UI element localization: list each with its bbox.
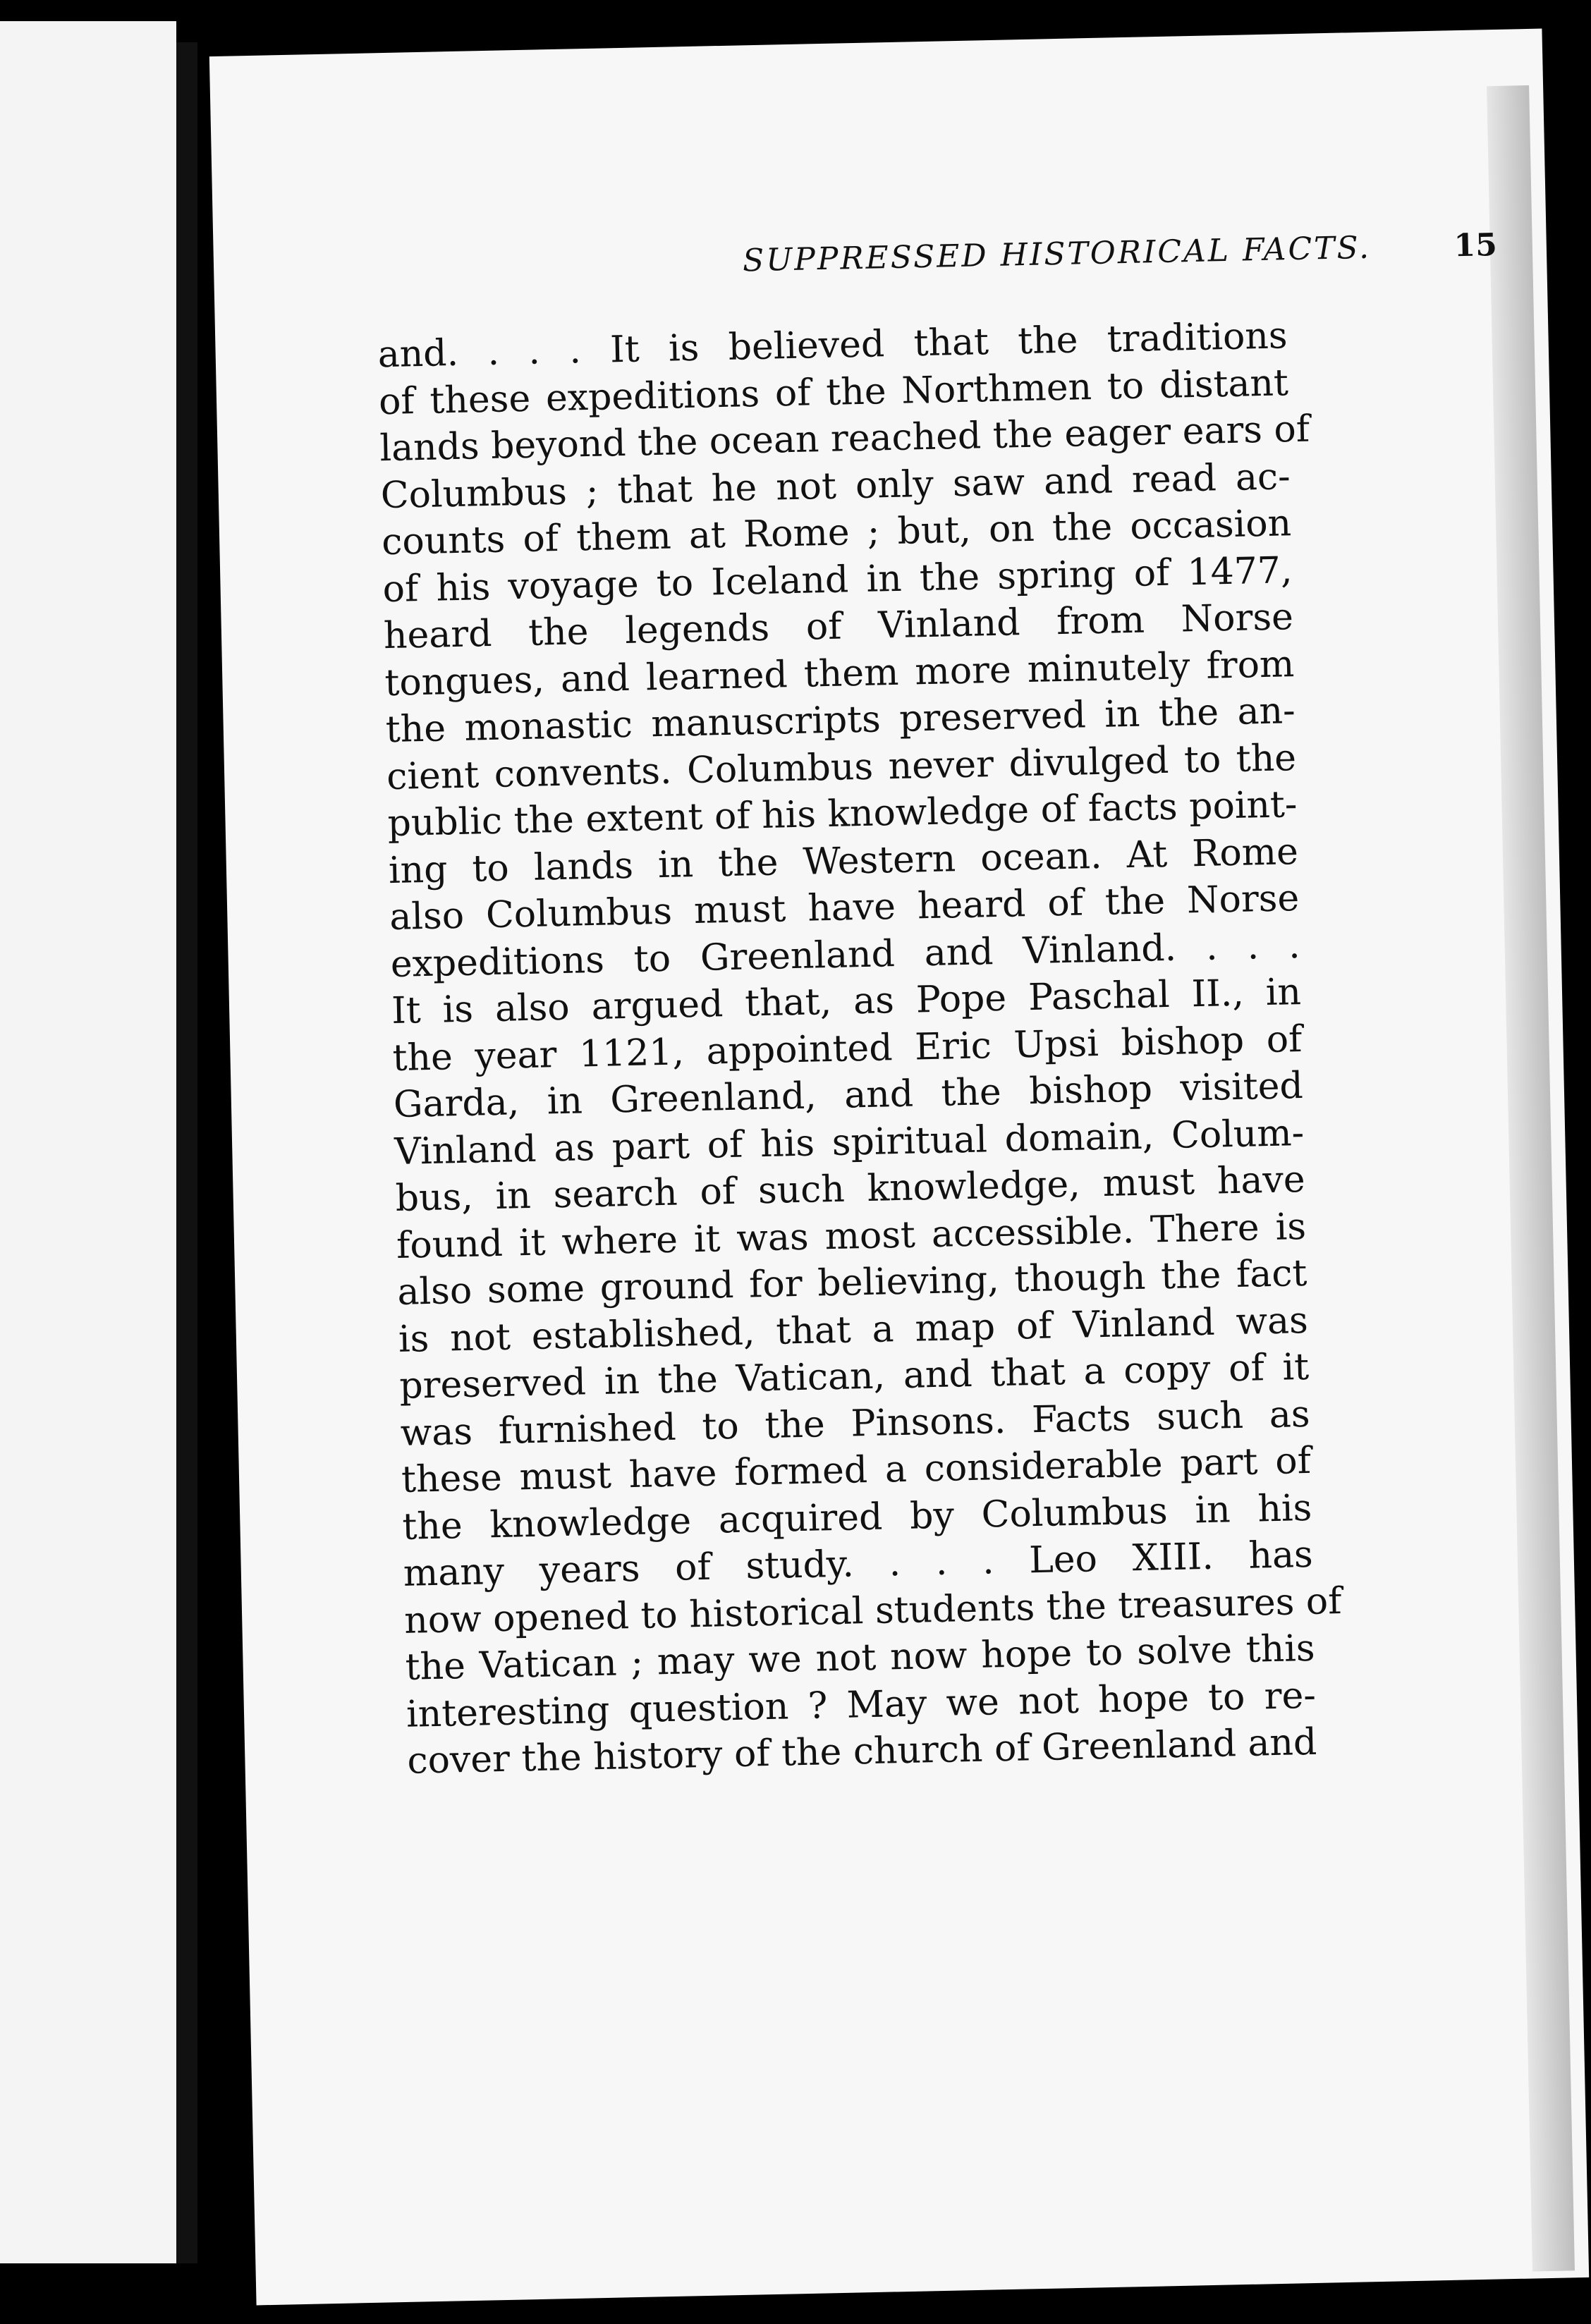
text-line: the Vatican ; may we not now hope to solve this (405, 1627, 1316, 1689)
text-line: the year 1121, appointed Eric Upsi bishop of (391, 1017, 1303, 1080)
running-head (482, 226, 1526, 305)
running-head-title: SUPPRESSED HISTORICAL FACTS. (742, 229, 1372, 279)
text-line: Vinland as part of his spiritual domain, Colum- (394, 1111, 1305, 1173)
text-line: also Columbus must have heard of the Norse (389, 877, 1300, 939)
page-number: 15 (1453, 226, 1498, 264)
text-line: interesting question ? May we not hope to re- (406, 1674, 1317, 1736)
text-line: heard the legends of Vinland from Norse (383, 596, 1294, 658)
facing-page-edge (0, 21, 176, 2263)
text-line: of his voyage to Iceland in the spring of 1477, (382, 549, 1293, 611)
text-line: Garda, in Greenland, and the bishop visited (393, 1064, 1304, 1126)
text-line: these must have formed a considerable part of (401, 1439, 1312, 1501)
text-line: many years of study. . . . Leo XIII. has (403, 1533, 1314, 1595)
text-line: ing to lands in the Western ocean. At Rome (388, 830, 1299, 892)
text-line: counts of them at Rome ; but, on the occasion (381, 502, 1292, 564)
text-line: It is also argued that, as Pope Paschal II., in (391, 971, 1302, 1033)
text-line: also some ground for believing, though the fact (396, 1252, 1307, 1314)
text-line: and. . . . It is believed that the traditions (377, 314, 1288, 377)
text-line: bus, in search of such knowledge, must have (395, 1158, 1306, 1220)
text-line: is not established, that a map of Vinland was (398, 1299, 1309, 1361)
text-line: was furnished to the Pinsons. Facts such as (400, 1393, 1311, 1455)
text-line: lands beyond the ocean reached the eager ears of (379, 408, 1310, 470)
page-edge-shadow (1487, 85, 1575, 2272)
book-gutter (176, 42, 197, 2263)
text-line: cover the history of the church of Greenland and (406, 1720, 1317, 1782)
text-line: of these expeditions of the Northmen to distant (378, 361, 1289, 423)
body-text (377, 312, 1342, 1785)
text-line: tongues, and learned them more minutely from (384, 642, 1295, 704)
text-line: the monastic manuscripts preserved in the an- (385, 690, 1296, 752)
text-line: cient convents. Columbus never divulged to the (386, 736, 1297, 798)
text-line: now opened to historical students the treasures of (403, 1579, 1342, 1642)
text-line: found it where it was most accessible. There is (396, 1205, 1307, 1267)
text-line: preserved in the Vatican, and that a copy of it (398, 1345, 1310, 1407)
text-line: public the extent of his knowledge of facts point- (387, 783, 1298, 845)
book-page (209, 29, 1589, 2306)
text-line: the knowledge acquired by Columbus in his (401, 1486, 1312, 1548)
text-line: Columbus ; that he not only saw and read ac- (380, 455, 1291, 517)
text-line: expeditions to Greenland and Vinland. . . . (390, 924, 1301, 986)
